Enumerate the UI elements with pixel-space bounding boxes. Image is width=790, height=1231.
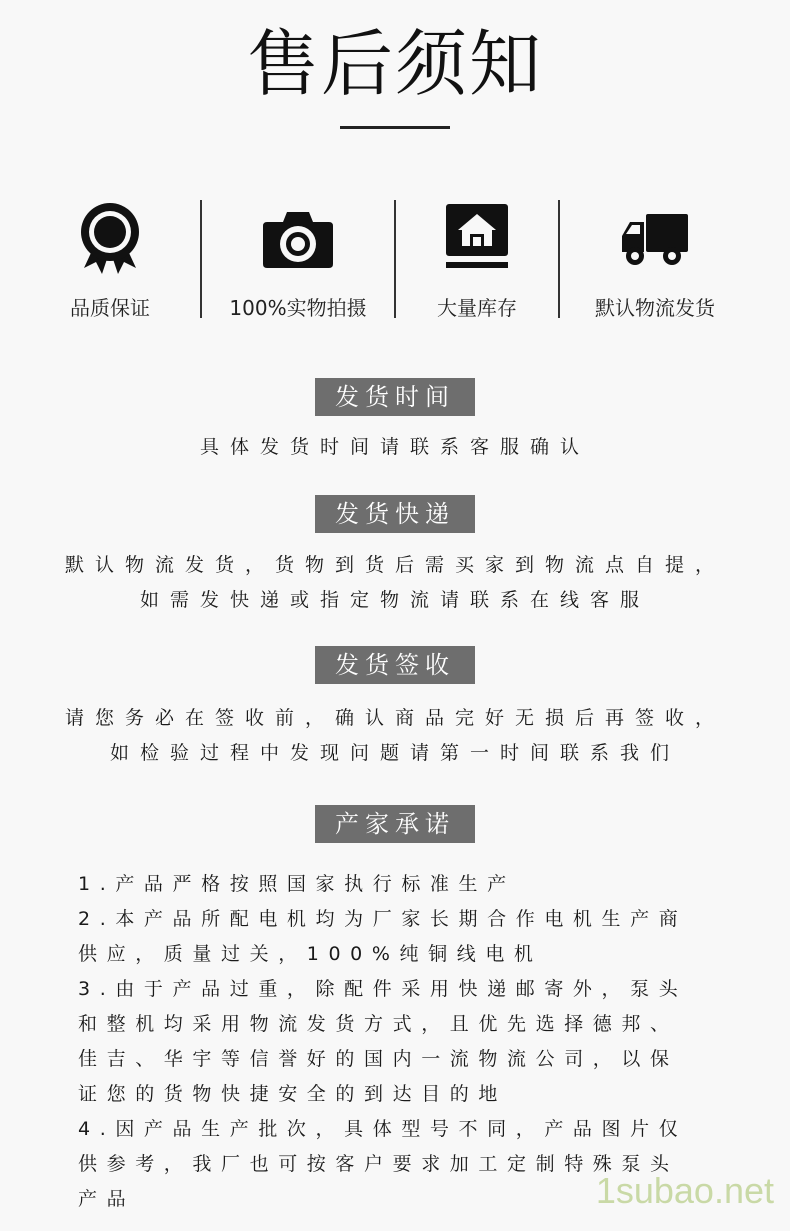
section-title-signing: 发货签收	[315, 646, 475, 684]
list-item: 供参考，我厂也可按客户要求加工定制特殊泵头	[78, 1153, 679, 1175]
list-item: 产品	[78, 1188, 136, 1210]
feature-quality	[20, 198, 200, 320]
list-item: 3.由于产品过重，除配件采用快递邮寄外，泵头	[78, 978, 688, 1000]
express-text-line: 如需发快递或指定物流请联系在线客服	[139, 589, 650, 611]
ship-time-text: 具体发货时间请联系客服确认	[199, 436, 590, 458]
list-item: 佳吉、华宇等信誉好的国内一流物流公司，以保	[78, 1048, 679, 1070]
list-item: 供应，质量过关，100%纯铜线电机	[78, 943, 543, 965]
section-title-express: 发货快递	[315, 495, 475, 533]
signing-text-line: 如检验过程中发现问题请第一时间联系我们	[109, 742, 680, 764]
signing-text-line: 请您务必在签收前，确认商品完好无损后再签收，	[64, 707, 725, 729]
delivery-truck-icon	[622, 214, 688, 268]
list-item: 和整机均采用物流发货方式，且优先选择德邦、	[78, 1013, 679, 1035]
feature-label: 默认物流发货	[595, 296, 715, 320]
feature-label: 100%实物拍摄	[229, 296, 367, 320]
page-title: 售后须知	[246, 22, 543, 106]
feature-stock	[396, 198, 558, 320]
express-text-line: 默认物流发货，货物到货后需买家到物流点自提，	[64, 554, 725, 576]
feature-real-photo	[202, 198, 394, 320]
feature-row	[20, 198, 770, 320]
feature-label: 大量库存	[437, 296, 517, 320]
title-underline	[340, 126, 450, 129]
warehouse-icon	[446, 204, 508, 270]
award-ribbon-icon	[74, 202, 146, 274]
list-item: 4.因产品生产批次，具体型号不同，产品图片仅	[78, 1118, 688, 1140]
list-item: 证您的货物快捷安全的到达目的地	[78, 1083, 508, 1105]
feature-label: 品质保证	[70, 296, 150, 320]
watermark: 1subao.net	[595, 1170, 774, 1211]
promise-list	[78, 867, 738, 1217]
list-item: 2.本产品所配电机均为厂家长期合作电机生产商	[78, 908, 688, 930]
list-item: 1.产品严格按照国家执行标准生产	[78, 873, 516, 895]
section-title-ship-time: 发货时间	[315, 378, 475, 416]
camera-icon	[263, 208, 333, 270]
section-title-promise: 产家承诺	[315, 805, 475, 843]
feature-logistics	[560, 198, 750, 320]
